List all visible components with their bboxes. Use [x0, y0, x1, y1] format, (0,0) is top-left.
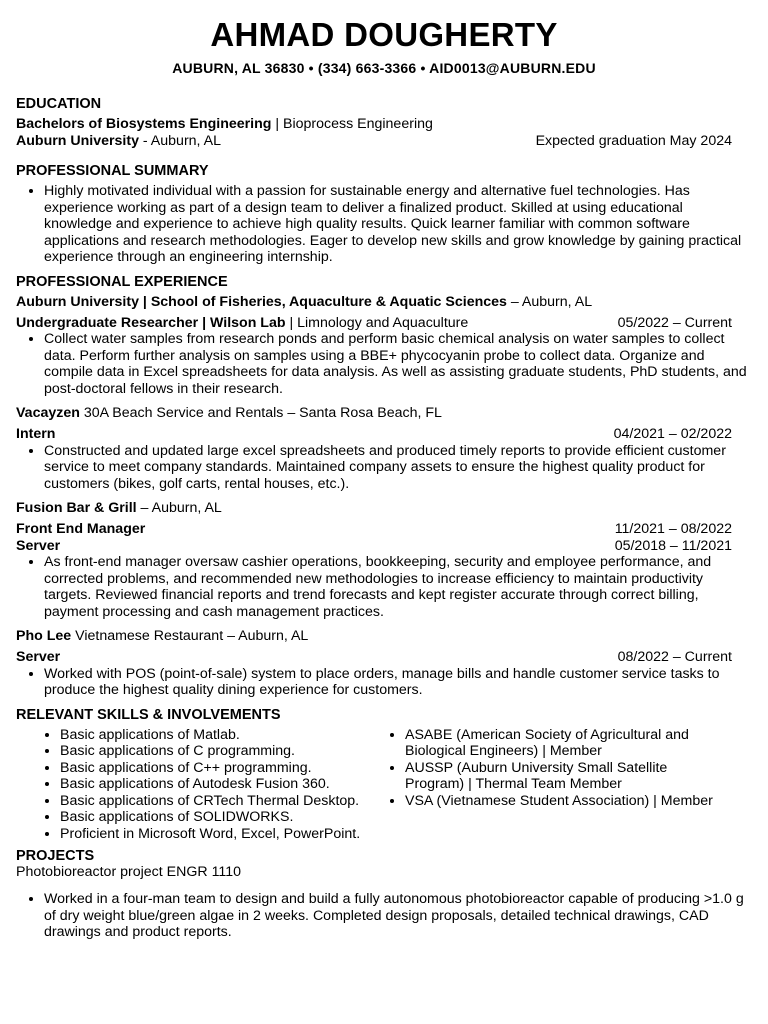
job-role-row [16, 538, 752, 555]
skill-item: • Basic applications of SOLIDWORKS. [60, 809, 361, 826]
section-title-experience: PROFESSIONAL EXPERIENCE [16, 273, 228, 290]
job-role-row [16, 315, 752, 332]
involvement-item: • VSA (Vietnamese Student Association) | Member [405, 793, 721, 810]
job-role: Front End Manager [16, 521, 146, 537]
skills-columns [16, 727, 752, 843]
job-company: Vacayzen [16, 405, 80, 421]
job-company: Auburn University | School of Fisheries, Aquaculture & Aquatic Sciences [16, 293, 507, 310]
job-dates: 05/2018 – 11/2021 [614, 537, 732, 554]
job-bullet: • Worked with POS (point-of-sale) system to place orders, manage bills and handle customer service tasks to produce the highest quality dining experience for customers. [44, 666, 752, 699]
job-company-location: Vietnamese Restaurant – Auburn, AL [71, 628, 309, 644]
skill-item: • Basic applications of C programming. [60, 743, 361, 760]
job-bullets [16, 554, 752, 620]
job-company-location: – Auburn, AL [506, 293, 593, 310]
job-role-row [16, 426, 752, 443]
skill-item: • Basic applications of Autodesk Fusion 360. [60, 776, 361, 793]
degree-name: Bachelors of Biosystems Engineering [16, 116, 272, 132]
candidate-name: AHMAD DOUGHERTY [210, 16, 558, 53]
involvement-item: • ASABE (American Society of Agricultural and Biological Engineers) | Member [405, 727, 721, 760]
job-company-row [16, 500, 752, 517]
section-title-education: EDUCATION [16, 96, 102, 112]
job-company-row [16, 405, 752, 422]
degree-concentration: | Bioprocess Engineering [271, 116, 433, 132]
project-name: Photobioreactor project ENGR 1110 [16, 864, 242, 880]
involvements-right-column [361, 727, 721, 843]
job-dates: 04/2021 – 02/2022 [613, 426, 732, 442]
education-degree-row [16, 116, 752, 133]
job-company-row [16, 294, 752, 311]
job-bullet: • Collect water samples from research ponds and perform basic chemical analysis on water samples to collect data. Perform further analysis on samples using a BBE+ phycocyanin probe to collect data. Organize and compile data in Excel spreadsheets for data analysis. As well as assisting graduate students, PhD students, and post-doctoral fellows in their research. [44, 331, 752, 397]
school-location: - Auburn, AL [138, 132, 222, 149]
skill-item: • Basic applications of CRTech Thermal Desktop. [60, 793, 361, 810]
job-company: Pho Lee [16, 628, 72, 644]
job-role: Undergraduate Researcher | Wilson Lab [16, 314, 286, 331]
involvements-list [361, 727, 721, 810]
summary-bullet: • Highly motivated individual with a passion for sustainable energy and alternative fuel technologies. Has experience working as part of a design team to deliver a finalized product. Skilled at using educational knowledge and experience to achieve high quality results. Quick learner familiar with common software applications and research methodologies. Eager to develop new skills and grow knowledge by gaining practical experience through an engineering internship. [44, 183, 752, 266]
job-company-row [16, 628, 752, 645]
job-role-detail: | Limnology and Aquaculture [285, 314, 469, 331]
job-role: Server [16, 537, 61, 554]
contact-line: AUBURN, AL 36830 • (334) 663-3366 • AID0013@AUBURN.EDU [172, 60, 596, 76]
job-role-row [16, 649, 752, 666]
skills-left-column [16, 727, 361, 843]
job-bullets [16, 331, 752, 397]
section-title-projects: PROJECTS [16, 848, 95, 864]
job-dates: 08/2022 – Current [617, 649, 732, 665]
job-role: Intern [16, 426, 56, 442]
job-bullets [16, 443, 752, 493]
job-role: Server [16, 649, 61, 665]
project-bullet: • Worked in a four-man team to design and build a fully autonomous photobioreactor capable of producing >1.0 g of dry weight blue/green algae in 2 weeks. Completed design proposals, detailed technical drawings, CAD drawings and product reports. [44, 891, 752, 941]
graduation-date: Expected graduation May 2024 [535, 132, 732, 149]
job-company: Fusion Bar & Grill [16, 500, 137, 516]
job-dates: 05/2022 – Current [617, 314, 732, 331]
involvement-item: • AUSSP (Auburn University Small Satellite Program) | Thermal Team Member [405, 760, 721, 793]
job-bullet: • Constructed and updated large excel spreadsheets and produced timely reports to provide efficient customer service to meet company standards. Maintained company assets to ensure the highest quality product for customers (bikes, golf carts, rental houses, etc.). [44, 443, 752, 493]
job-company-location: 30A Beach Service and Rentals – Santa Rosa Beach, FL [79, 405, 442, 421]
job-dates: 11/2021 – 08/2022 [614, 521, 732, 537]
skills-list [16, 727, 361, 843]
job-bullets [16, 666, 752, 699]
school-name: Auburn University [16, 132, 139, 149]
skill-item: • Proficient in Microsoft Word, Excel, PowerPoint. [60, 826, 361, 843]
education-school-row [16, 133, 752, 150]
job-role-row [16, 521, 752, 538]
skill-item: • Basic applications of Matlab. [60, 727, 361, 744]
skill-item: • Basic applications of C++ programming. [60, 760, 361, 777]
section-title-summary: PROFESSIONAL SUMMARY [16, 163, 209, 179]
project-bullets [16, 891, 752, 941]
job-bullet: • As front-end manager oversaw cashier operations, bookkeeping, security and employee performance, and corrected problems, and recommended new methodologies to increase efficiency to maintain productivity targets. Reviewed financial reports and trend forecasts and kept register accurate through correct billing, payment processing and cash management practices. [44, 554, 752, 620]
section-title-skills: RELEVANT SKILLS & INVOLVEMENTS [16, 706, 281, 723]
job-company-location: – Auburn, AL [136, 500, 222, 516]
summary-list [16, 183, 752, 266]
